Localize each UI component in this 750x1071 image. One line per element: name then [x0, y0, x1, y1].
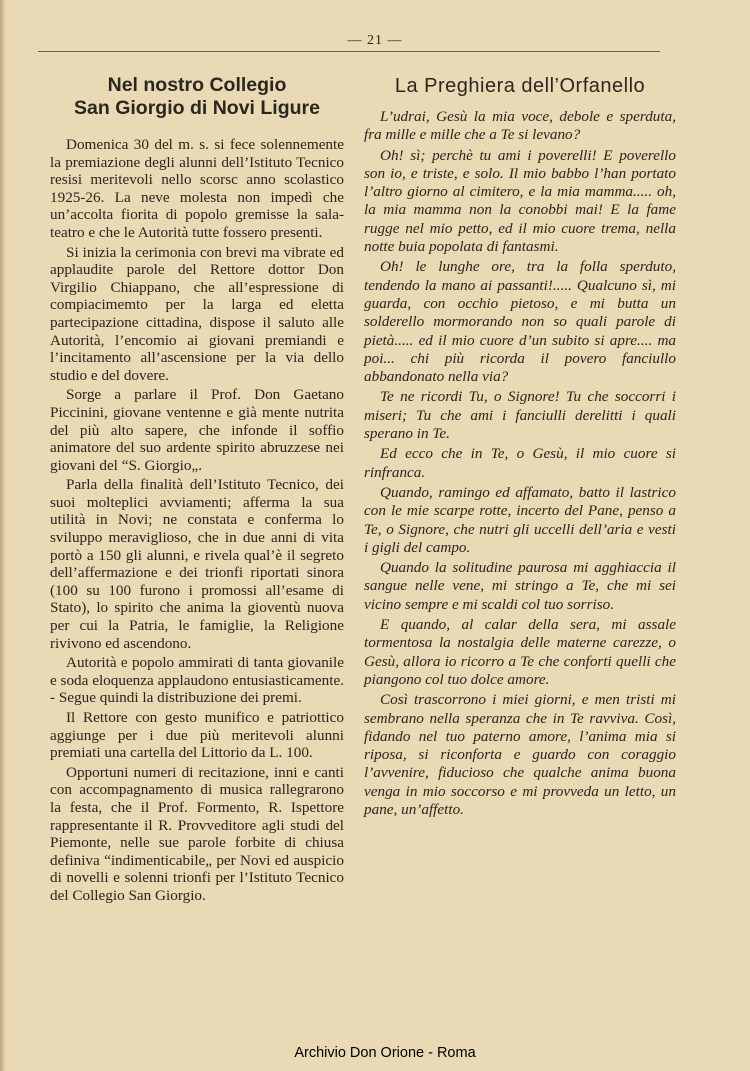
left-paragraph: Si inizia la cerimonia con brevi ma vibrate ed applaudite parole del Rettore dottor Don Virgilio Chiappano, che all’espressione di compiacimemto per la larga ed eletta partecipazione cittadina, dispose il saluto alle Autorità, l’encomio ai giovani premiandi e l’incitamento all’ascensione per la via dello studio e del dovere.: [50, 243, 344, 384]
right-paragraph: Oh! sì; perchè tu ami i poverelli! E poverello son io, e triste, e solo. Il mio babbo l’han portato l’altro giorno al cimitero, e la mia mamma..... oh, la mia mamma non la conobbi mai! E la fame rugge nel mio petto, ed il mio cuore trema, nella notte buia popolata di fantasmi.: [364, 146, 676, 256]
header-rule: [38, 51, 660, 52]
right-article: [364, 74, 676, 821]
right-paragraph: Quando, ramingo ed affamato, batto il lastrico con le mie scarpe rotte, incerto del Pane, penso a Te, o Signore, che nutri gli uccelli dell’aria e vesti i gigli del campo.: [364, 483, 676, 556]
left-paragraph: Domenica 30 del m. s. si fece solennemente la premiazione degli alunni dell’Istituto Tecnico resisi meritevoli nello scorsc anno scolastico 1925-26. La neve molesta non impedì che un’accolta fiorita di popolo gremisse la sala-teatro e che le Autorità tutte fossero presenti.: [50, 136, 344, 241]
left-paragraph: Parla della finalità dell’Istituto Tecnico, dei suoi molteplici avviamenti; afferma la sua utilità in Novi; ne constata e conferma lo sviluppo meraviglioso, che in due anni di vita portò a 150 gli alunni, e rivela qual’è il segreto dell’affermazione e dei trionfi riportati sinora (100 su 100 furono i promossi all’esame di Stato), lo spirito che anima la gioventù nuova per cui la Patria, le famiglie, la Religione rivivono ed ascendono.: [50, 476, 344, 652]
archive-watermark: Archivio Don Orione - Roma: [294, 1045, 476, 1061]
right-paragraph: Te ne ricordi Tu, o Signore! Tu che soccorri i miseri; Tu che ami i fanciulli derelitti i quali sperano in Te.: [364, 388, 676, 443]
page-binding-edge: [0, 0, 6, 1071]
left-title-line-2: San Giorgio di Novi Ligure: [74, 97, 320, 119]
page-number: — 21 —: [347, 33, 403, 48]
left-paragraph: Sorge a parlare il Prof. Don Gaetano Piccinini, giovane ventenne e già mente nutrita del più alto sapere, che infonde il soffio animatore del suo ardente spirito abruzzese nei giovani del “S. Giorgio„.: [50, 386, 344, 474]
left-title-line-1: Nel nostro Collegio: [107, 74, 287, 96]
right-paragraph: Così trascorrono i miei giorni, e men tristi mi sembrano nella speranza che in Te ravviva. Così, fidando nel tuo paterno amore, l’anima mia si riposa, si riconforta e guardo con coraggio l’avvenire, fiducioso che qualche anima buona venga in mio soccorso e mi provveda un letto, un pane, un’affetto.: [364, 691, 676, 818]
left-article-title: [50, 74, 344, 120]
right-paragraph: Oh! le lunghe ore, tra la folla sperduto, tendendo la mano ai passanti!..... Qualcuno sì, mi guarda, con occhio pietoso, e mi butta un solderello mormorando non so quali parole di pietà..... ed il mio cuore d’un subito si apre.... ma poi... chi più ricorda il povero fanciullo abbandonato nella via?: [364, 258, 676, 386]
left-paragraph: Autorità e popolo ammirati di tanta giovanile e soda eloquenza applaudono entusiasticamente. - Segue quindi la distribuzione dei premi.: [50, 654, 344, 707]
left-paragraph: Opportuni numeri di recitazione, inni e canti con accompagnamento di musica rallegrarono la festa, che il Prof. Formento, R. Ispettore rappresentante il R. Provveditore agli studi del Piemonte, nelle sue parole forbite di chiusa definiva “indimenticabile„ per Novi ed auspicio di novelli e solenni trionfi per l’Istituto Tecnico del Collegio San Giorgio.: [50, 763, 344, 904]
left-paragraph: Il Rettore con gesto munifico e patriottico aggiunge per i due più meritevoli alunni premiati una cartella del Littorio da L. 100.: [50, 709, 344, 762]
right-paragraph: E quando, al calar della sera, mi assale tormentosa la nostalgia delle materne carezze, o Gesù, allora io ricorro a Te che conforti quelli che piangono col tuo dolce amore.: [364, 616, 676, 688]
right-paragraph: Quando la solitudine paurosa mi agghiaccia il sangue nelle vene, mi stringo a Te, che mi sei vicino sempre e mi scaldi col tuo sorriso.: [364, 559, 676, 613]
right-paragraph: L’udrai, Gesù la mia voce, debole e sperduta, fra mille e mille che a Te si levano?: [364, 108, 676, 144]
right-article-title: La Preghiera dell’Orfanello: [394, 75, 646, 97]
right-paragraph: Ed ecco che in Te, o Gesù, il mio cuore si rinfranca.: [364, 445, 676, 481]
left-article: [50, 74, 344, 907]
